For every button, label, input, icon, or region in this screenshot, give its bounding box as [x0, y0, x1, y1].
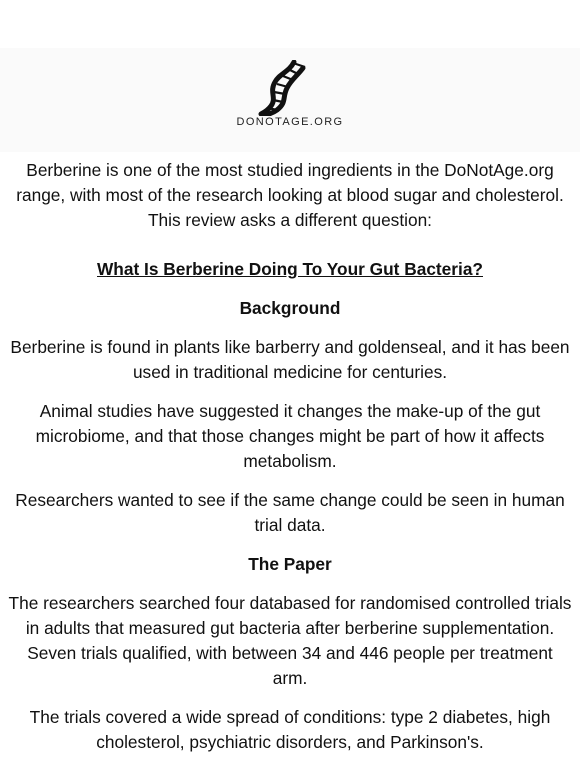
- intro-paragraph: Berberine is one of the most studied ingredients in the DoNotAge.org range, with most of the research looking at blood sugar and cholesterol. This review asks a different question:: [16, 160, 564, 230]
- background-paragraph-2: Animal studies have suggested it changes the make-up of the gut microbiome, and that those changes might be part of how it affects metabolism.: [35, 401, 545, 471]
- background-paragraph-3: Researchers wanted to see if the same change could be seen in human trial data.: [15, 490, 565, 535]
- paper-paragraph-1: The researchers searched four databased for randomised controlled trials in adults that measured gut bacteria after berberine supplementation. Seven trials qualified, with between 34 and 446 people per treatment arm.: [8, 593, 572, 688]
- article-body: [0, 158, 580, 755]
- background-paragraph-1: Berberine is found in plants like barberry and goldenseal, and it has been used in traditional medicine for centuries.: [10, 337, 570, 382]
- section-heading-background: Background: [239, 298, 341, 318]
- paper-paragraph-2: The trials covered a wide spread of conditions: type 2 diabetes, high cholesterol, psychiatric disorders, and Parkinson's.: [29, 707, 551, 752]
- logo-wordmark: DONOTAGE.ORG: [236, 116, 344, 128]
- logo-header: [0, 48, 580, 152]
- dna-helix-icon: [253, 60, 311, 116]
- article-title: What Is Berberine Doing To Your Gut Bacteria?: [97, 259, 483, 279]
- section-heading-paper: The Paper: [248, 554, 332, 574]
